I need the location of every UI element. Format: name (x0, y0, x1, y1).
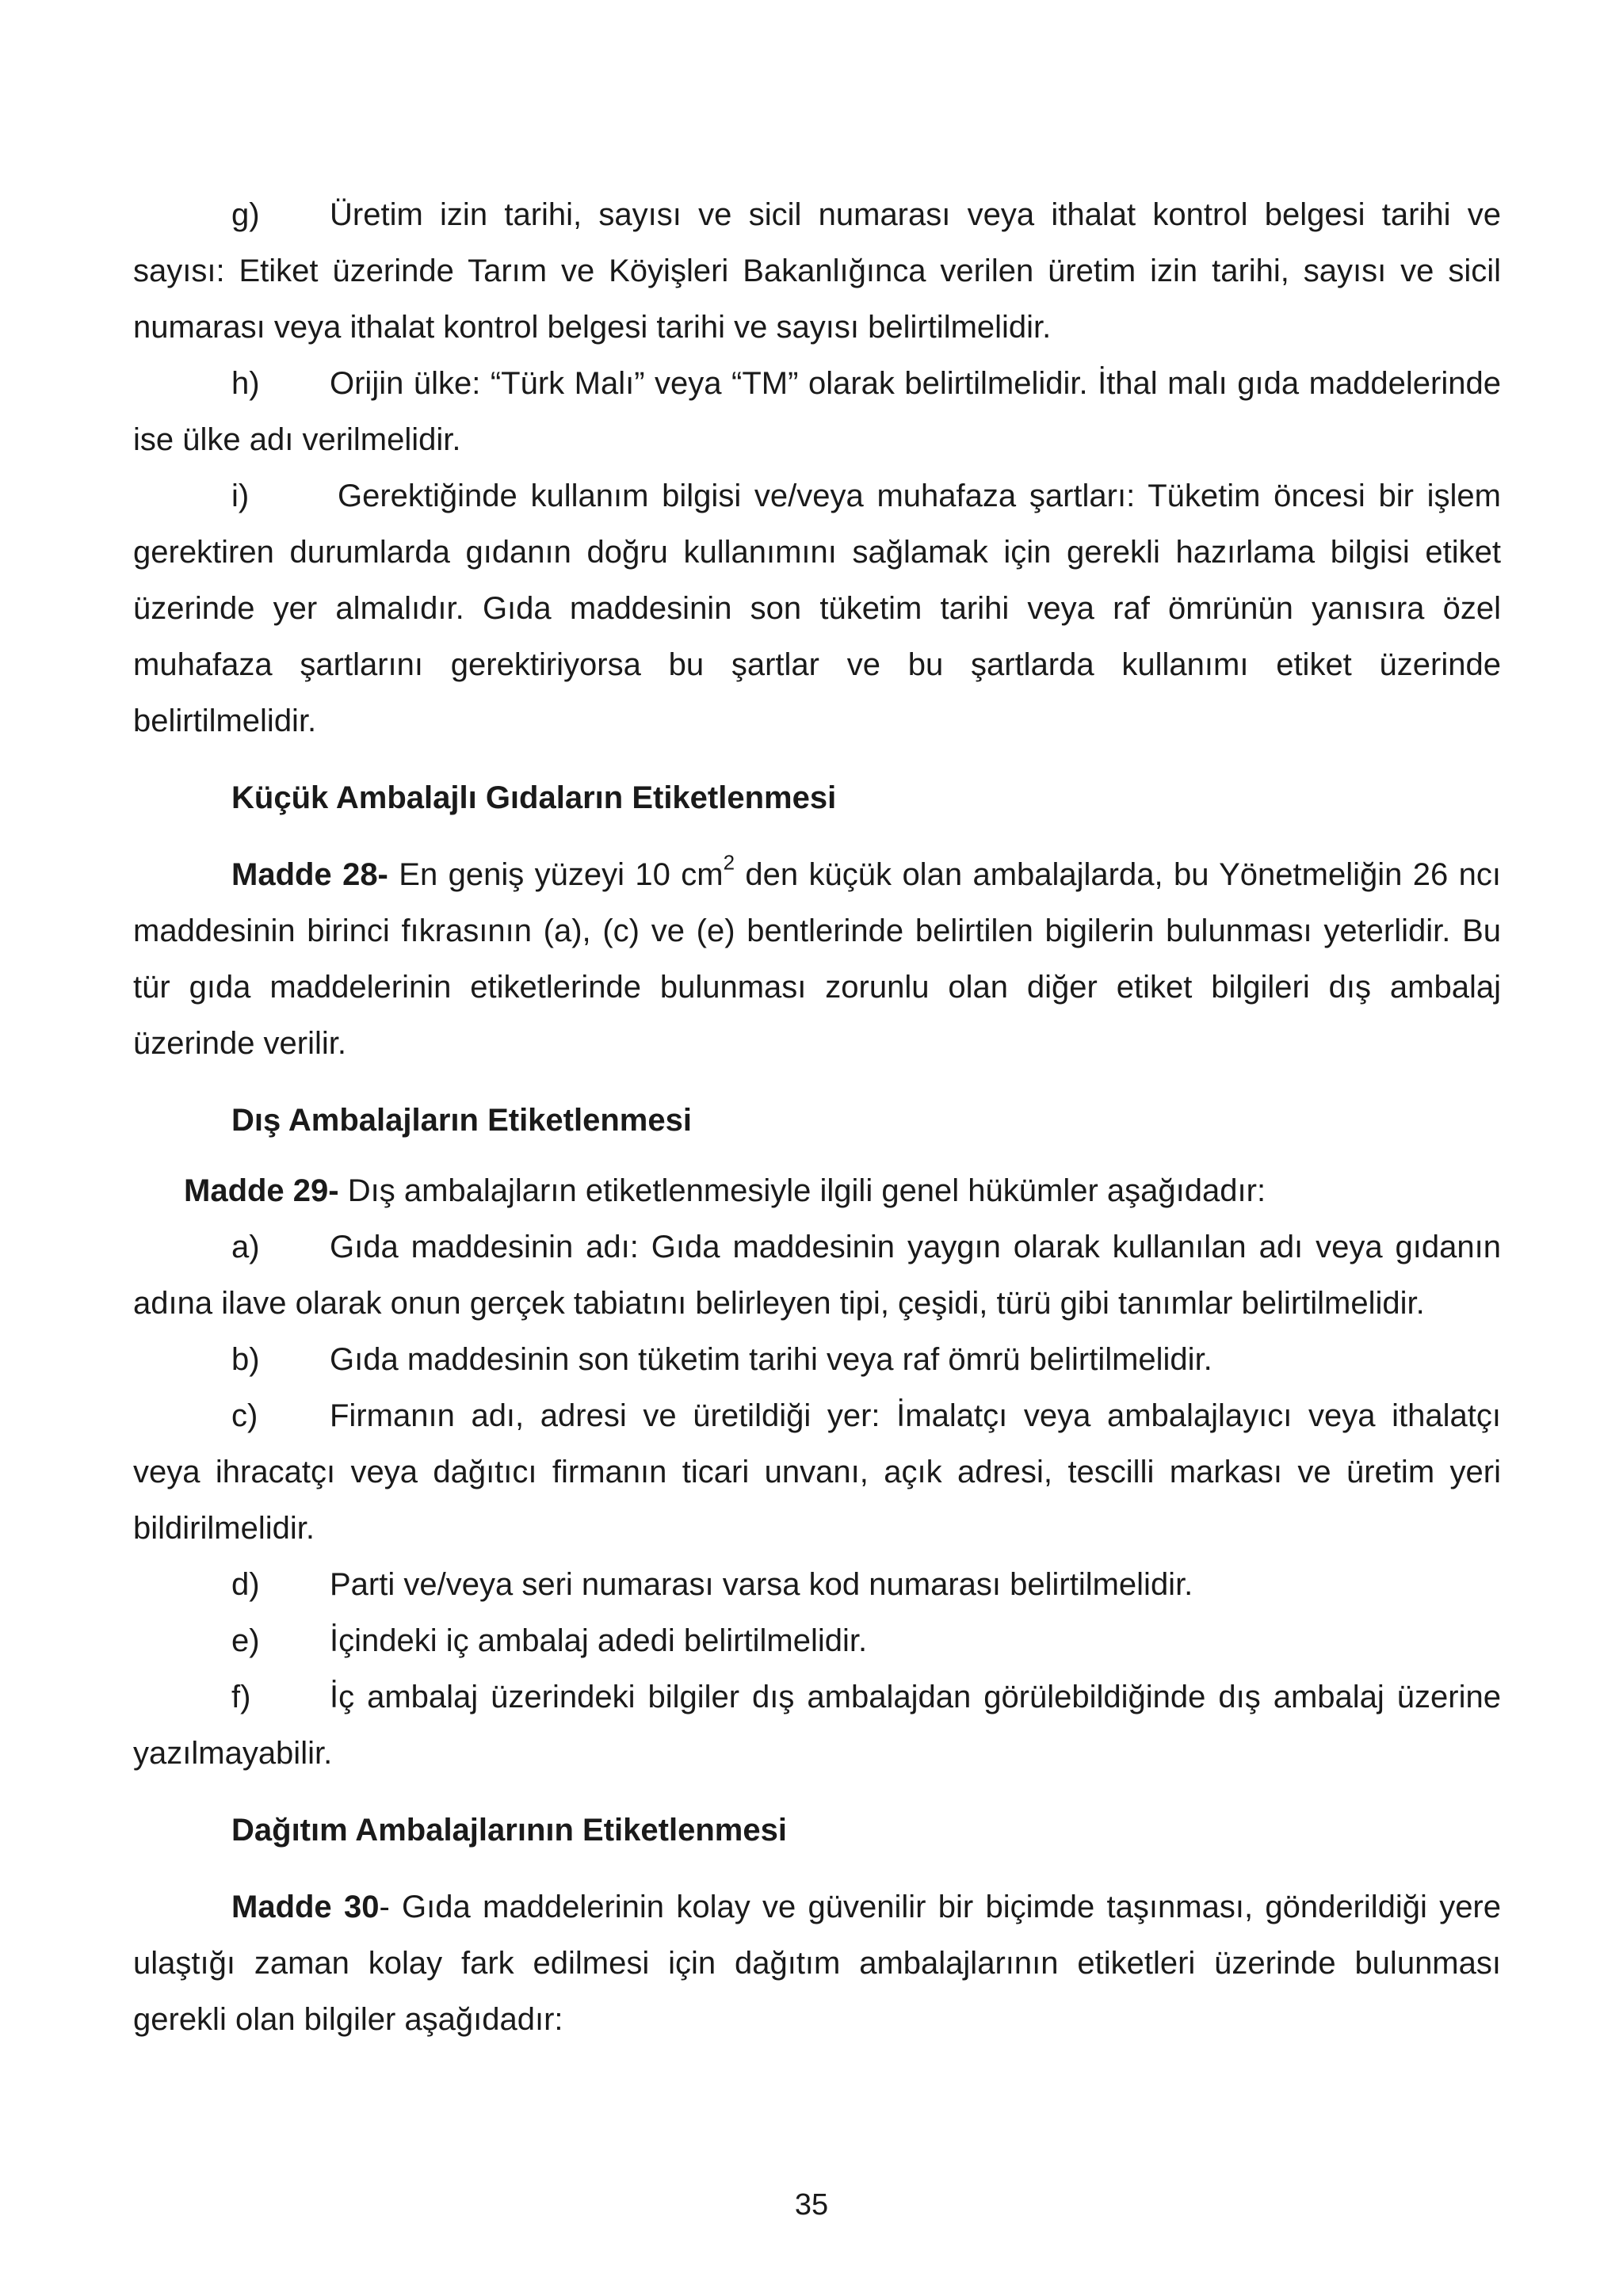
section-heading-outer-packages: Dış Ambalajların Etiketlenmesi (231, 1103, 692, 1138)
item-text: İçindeki iç ambalaj adedi belirtilmelidir. (330, 1623, 868, 1658)
item-a (133, 1219, 1501, 1332)
item-e (133, 1613, 1501, 1669)
item-text: Firmanın adı, adresi ve üretildiği yer: İmalatçı veya ambalajlayıcı veya ithalatçı veya ihracatçı veya dağıtıcı firmanın ticari unvanı, açık adresi, tescilli markası ve üretim yeri bildirilmelidir. (133, 1398, 1501, 1546)
article-text: den küçük olan ambalajlarda, bu Yönetmeliğin 26 ncı maddesinin birinci fıkrasının (a), (c) ve (e) bentlerinde belirtilen bigilerin bulunması yeterlidir. Bu tür gıda maddelerinin etiketlerinde bulunması zorunlu olan diğer etiket bilgileri dış ambalaj üzerinde verilir. (133, 857, 1502, 1061)
spacer (133, 1149, 1501, 1163)
item-g (133, 187, 1501, 356)
item-label: a) (231, 1230, 260, 1264)
spacer (133, 1072, 1501, 1093)
item-label: d) (231, 1567, 260, 1602)
spacer (133, 1782, 1501, 1802)
spacer (133, 1859, 1501, 1879)
document-page (133, 187, 1501, 2048)
spacer (133, 749, 1501, 770)
item-label: b) (231, 1342, 260, 1377)
item-d (133, 1557, 1501, 1613)
article-text: En geniş yüzeyi 10 cm (388, 857, 724, 892)
article-28 (133, 847, 1501, 1072)
item-text: Gıda maddesinin adı: Gıda maddesinin yaygın olarak kullanılan adı veya gıdanın adına ilave olarak onun gerçek tabiatını belirleyen tipi, çeşidi, türü gibi tanımlar belirtilmelidir. (133, 1230, 1501, 1321)
article-text: - Gıda maddelerinin kolay ve güvenilir bir biçimde taşınması, gönderildiği yere ulaştığı zaman kolay fark edilmesi için dağıtım ambalajlarının etiketleri üzerinde bulunması gerekli olan bilgiler aşağıdadır: (133, 1890, 1501, 2037)
article-label: Madde 29- (184, 1173, 339, 1208)
item-text: Orijin ülke: “Türk Malı” veya “TM” olarak belirtilmelidir. İthal malı gıda maddelerinde ise ülke adı verilmelidir. (133, 366, 1501, 457)
item-f (133, 1669, 1501, 1782)
article-label: Madde 30 (231, 1890, 380, 1924)
item-c (133, 1388, 1501, 1557)
item-text: İç ambalaj üzerindeki bilgiler dış ambalajdan görülebildiğinde dış ambalaj üzerine yazılmayabilir. (133, 1680, 1501, 1771)
item-text: Parti ve/veya seri numarası varsa kod numarası belirtilmelidir. (330, 1567, 1193, 1602)
spacer (133, 826, 1501, 847)
item-label: h) (231, 366, 260, 401)
item-text: Gıda maddesinin son tüketim tarihi veya raf ömrü belirtilmelidir. (330, 1342, 1212, 1377)
item-label: i) (231, 479, 250, 513)
item-text: Gerektiğinde kullanım bilgisi ve/veya muhafaza şartları: Tüketim öncesi bir işlem gerektiren durumlarda gıdanın doğru kullanımını sağlamak için gerekli hazırlama bilgisi etiket üzerinde yer almalıdır. Gıda maddesinin son tüketim tarihi veya raf ömrünün yanısıra özel muhafaza şartlarını gerektiriyorsa bu şartlar ve bu şartlarda kullanımı etiket üzerinde belirtilmelidir. (133, 479, 1501, 738)
item-b (133, 1332, 1501, 1388)
superscript: 2 (723, 850, 735, 875)
section-heading-small-packages: Küçük Ambalajlı Gıdaların Etiketlenmesi (231, 780, 837, 815)
article-30 (133, 1879, 1501, 2048)
page-number: 35 (794, 2188, 829, 2222)
item-h (133, 356, 1501, 468)
article-text: Dış ambalajların etiketlenmesiyle ilgili genel hükümler aşağıdadır: (338, 1173, 1266, 1208)
section-heading-distribution-packages: Dağıtım Ambalajlarının Etiketlenmesi (231, 1813, 787, 1848)
article-29 (133, 1163, 1501, 1219)
item-label: e) (231, 1623, 260, 1658)
article-label: Madde 28- (231, 857, 388, 892)
item-label: c) (231, 1398, 258, 1433)
item-label: f) (231, 1680, 251, 1714)
item-text: Üretim izin tarihi, sayısı ve sicil numarası veya ithalat kontrol belgesi tarihi ve sayısı: Etiket üzerinde Tarım ve Köyişleri Bakanlığınca verilen üretim izin tarihi, sayısı ve sicil numarası veya ithalat kontrol belgesi tarihi ve sayısı belirtilmelidir. (133, 197, 1501, 345)
item-label: g) (231, 197, 260, 232)
item-i (133, 468, 1501, 749)
